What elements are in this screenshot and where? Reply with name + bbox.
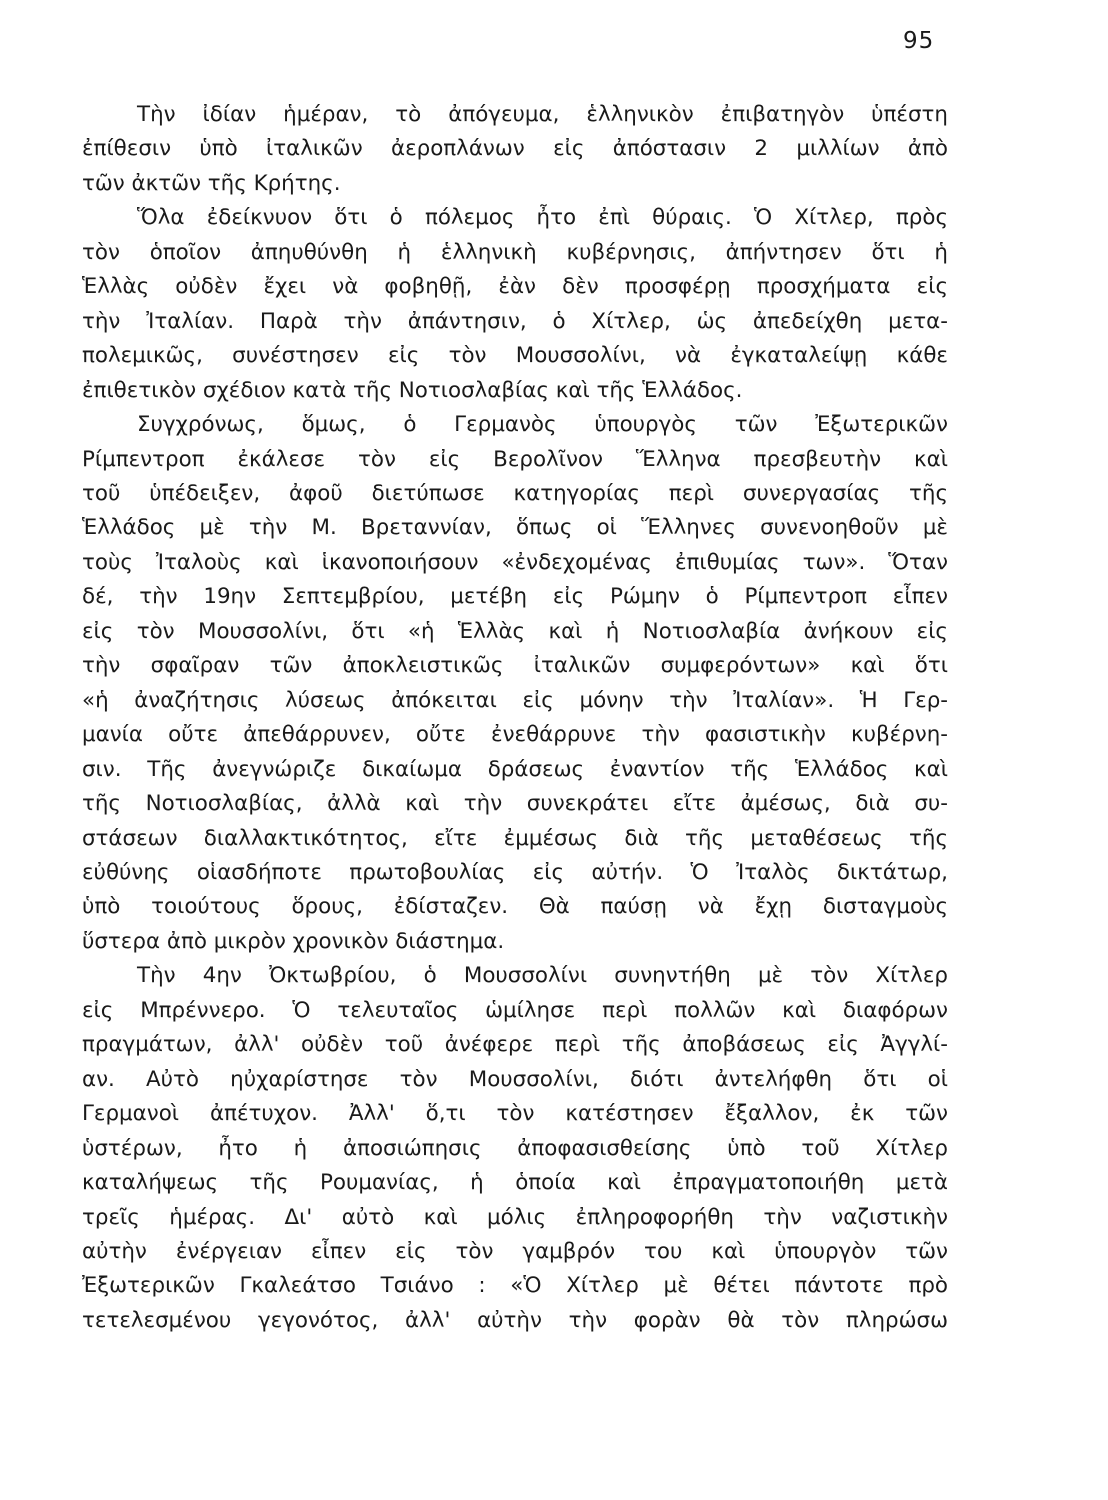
text-line: Συγχρόνως, ὅμως, ὁ Γερμανὸς ὑπουργὸς τῶν Ἐξωτερικῶν [137, 412, 948, 438]
text-line: Ἑλλὰς οὐδὲν ἔχει νὰ φοβηθῇ, ἐὰν δὲν προσφέρῃ προσχήματα εἰς [82, 274, 948, 300]
text-line: τὸν ὁποῖον ἀπηυθύνθη ἡ ἑλληνικὴ κυβέρνησις, ἀπήντησεν ὅτι ἡ [82, 239, 948, 265]
paragraph-1 [82, 98, 948, 201]
text-line: τῆς Νοτιοσλαβίας, ἀλλὰ καὶ τὴν συνεκράτει εἴτε ἀμέσως, διὰ συ- [82, 791, 948, 817]
text-line: τοῦ ὑπέδειξεν, ἀφοῦ διετύπωσε κατηγορίας περὶ συνεργασίας τῆς [82, 480, 948, 506]
text-line: τῶν ἀκτῶν τῆς Κρήτης. [82, 170, 341, 196]
text-line: καταλήψεως τῆς Ρουμανίας, ἡ ὁποία καὶ ἐπραγματοποιήθη μετὰ [82, 1170, 948, 1196]
text-line: τὴν Ἰταλίαν. Παρὰ τὴν ἀπάντησιν, ὁ Χίτλερ, ὡς ἀπεδείχθη μετα- [82, 308, 948, 334]
page-number: 95 [903, 28, 935, 54]
text-line: εὐθύνης οἱασδήποτε πρωτοβουλίας εἰς αὐτήν. Ὁ Ἰταλὸς δικτάτωρ, [82, 859, 948, 885]
paragraph-4 [82, 959, 948, 1338]
text-line: ἐπιθετικὸν σχέδιον κατὰ τῆς Νοτιοσλαβίας καὶ τῆς Ἑλλάδος. [82, 377, 743, 403]
text-line: εἰς τὸν Μουσσολίνι, ὅτι «ἡ Ἑλλὰς καὶ ἡ Νοτιοσλαβία ἀνήκουν εἰς [82, 618, 948, 644]
text-line: στάσεων διαλλακτικότητος, εἴτε ἐμμέσως διὰ τῆς μεταθέσεως τῆς [82, 825, 948, 851]
text-line: τὴν σφαῖραν τῶν ἀποκλειστικῶς ἰταλικῶν συμφερόντων» καὶ ὅτι [82, 653, 948, 679]
text-line: τετελεσμένου γεγονότος, ἀλλ' αὐτὴν τὴν φορὰν θὰ τὸν πληρώσω [82, 1307, 948, 1333]
text-line: Ρίμπεντροπ ἐκάλεσε τὸν εἰς Βερολῖνον Ἕλληνα πρεσβευτὴν καὶ [82, 446, 948, 472]
text-line: ὕστερα ἀπὸ μικρὸν χρονικὸν διάστημα. [82, 928, 505, 954]
text-line: τοὺς Ἰταλοὺς καὶ ἱκανοποιήσουν «ἐνδεχομένας ἐπιθυμίας των». Ὅταν [82, 549, 948, 575]
text-line: εἰς Μπρέννερο. Ὁ τελευταῖος ὡμίλησε περὶ πολλῶν καὶ διαφόρων [82, 997, 948, 1023]
text-line: ὑστέρων, ἦτο ἡ ἀποσιώπησις ἀποφασισθείσης ὑπὸ τοῦ Χίτλερ [82, 1135, 948, 1161]
paragraph-2 [82, 201, 948, 408]
text-line: «ἡ ἀναζήτησις λύσεως ἀπόκειται εἰς μόνην τὴν Ἰταλίαν». Ἡ Γερ- [82, 687, 948, 713]
text-line: Ἐξωτερικῶν Γκαλεάτσο Τσιάνο : «Ὁ Χίτλερ μὲ θέτει πάντοτε πρὸ [82, 1273, 948, 1299]
text-line: Ὅλα ἐδείκνυον ὅτι ὁ πόλεμος ἦτο ἐπὶ θύραις. Ὁ Χίτλερ, πρὸς [137, 205, 948, 231]
text-line: Ἑλλάδος μὲ τὴν Μ. Βρεταννίαν, ὅπως οἱ Ἕλληνες συνενοηθοῦν μὲ [82, 515, 948, 541]
text-line: αὐτὴν ἐνέργειαν εἶπεν εἰς τὸν γαμβρόν του καὶ ὑπουργὸν τῶν [82, 1238, 948, 1264]
body-text [82, 98, 948, 1338]
text-line: μανία οὔτε ἀπεθάρρυνεν, οὔτε ἐνεθάρρυνε τὴν φασιστικὴν κυβέρνη- [82, 722, 948, 748]
text-line: Γερμανοὶ ἀπέτυχον. Ἀλλ' ὅ,τι τὸν κατέστησεν ἔξαλλον, ἐκ τῶν [82, 1101, 948, 1127]
text-line: σιν. Τῆς ἀνεγνώριζε δικαίωμα δράσεως ἐναντίον τῆς Ἑλλάδος καὶ [82, 756, 948, 782]
text-line: τρεῖς ἡμέρας. Δι' αὐτὸ καὶ μόλις ἐπληροφορήθη τὴν ναζιστικὴν [82, 1204, 948, 1230]
text-line: Τὴν ἰδίαν ἡμέραν, τὸ ἀπόγευμα, ἑλληνικὸν ἐπιβατηγὸν ὑπέστη [137, 102, 948, 127]
text-line: πολεμικῶς, συνέστησεν εἰς τὸν Μουσσολίνι, νὰ ἐγκαταλείψῃ κάθε [82, 343, 948, 369]
text-line: Τὴν 4ην Ὀκτωβρίου, ὁ Μουσσολίνι συνηντήθη μὲ τὸν Χίτλερ [137, 963, 948, 989]
text-line: δέ, τὴν 19ην Σεπτεμβρίου, μετέβη εἰς Ρώμην ὁ Ρίμπεντροπ εἶπεν [82, 584, 948, 610]
text-line: αν. Αὐτὸ ηὐχαρίστησε τὸν Μουσσολίνι, διότι ἀντελήφθη ὅτι οἱ [82, 1066, 948, 1092]
text-line: ἐπίθεσιν ὑπὸ ἰταλικῶν ἀεροπλάνων εἰς ἀπόστασιν 2 μιλλίων ἀπὸ [82, 136, 948, 162]
paragraph-3 [82, 408, 948, 959]
text-line: ὑπὸ τοιούτους ὅρους, ἐδίσταζεν. Θὰ παύσῃ νὰ ἔχῃ δισταγμοὺς [82, 894, 948, 920]
text-line: πραγμάτων, ἀλλ' οὐδὲν τοῦ ἀνέφερε περὶ τῆς ἀποβάσεως εἰς Ἀγγλί- [82, 1032, 948, 1058]
